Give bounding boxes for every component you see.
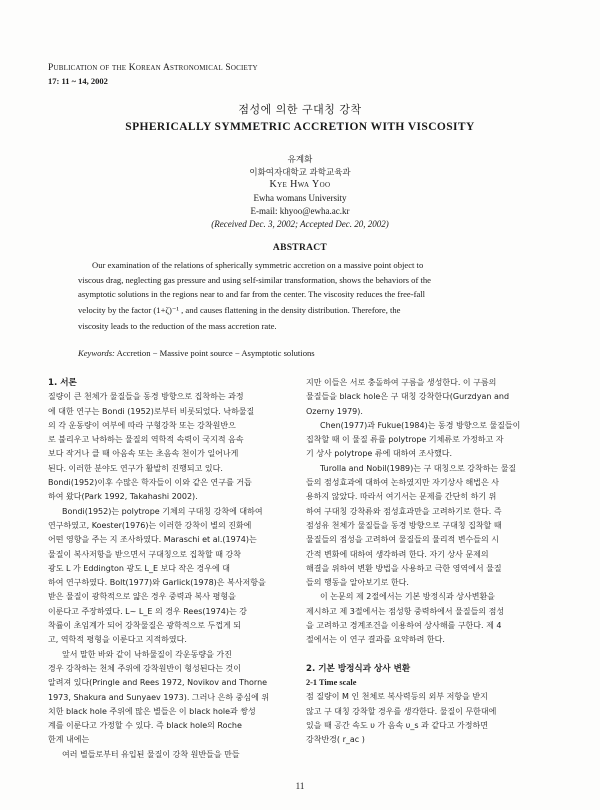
body-line: 물질들의 점성을 고려하여 물질들의 물리적 변수들의 시 — [306, 535, 499, 545]
body-line: 들의 행동을 알아보기로 한다. — [306, 578, 409, 588]
abstract-line: viscosity leads to the reduction of the mass accretion rate. — [78, 320, 277, 331]
body-line: 고, 역학적 평형을 이룬다고 지적하였다. — [48, 635, 187, 645]
body-line: 질량이 큰 천체가 물질들을 동경 방향으로 집착하는 과정 — [48, 392, 244, 402]
journal-name: Publication of the Korean Astronomical Society — [48, 63, 258, 73]
body-line: 앞서 말한 바와 같이 낙하물질이 각운동량을 가진 — [62, 649, 232, 659]
abstract-line: asymptotic solutions in the regions near to and far from the center. The viscosity reduces the free-fall — [78, 289, 426, 299]
abstract-line: viscous drag, neglecting gas pressure and using self-similar transformation, shows the behaviors of the — [78, 274, 431, 285]
body-line: 이 논문의 제 2절에서는 기본 방정식과 상사변환을 — [320, 592, 495, 602]
section-gap — [306, 648, 552, 662]
body-line: 어떤 영향을 주는 지 조사하였다. Maraschi et al.(1974)는 — [48, 535, 257, 545]
page-number: 11 — [295, 781, 305, 791]
body-line: 절에서는 이 연구 결과를 요약하려 한다. — [306, 635, 445, 645]
body-line: 경우 강착하는 천체 주위에 강착원반이 형성된다는 것이 — [48, 663, 241, 673]
body-line: 하여 왔다(Park 1992, Takahashi 2002). — [48, 492, 198, 502]
abstract-line: velocity by the factor (1+ζ)⁻¹ , and causes flattening in the density distribution. Therefore, the — [78, 304, 401, 315]
body-line: Bondi(1952)는 polytrope 기체의 구대칭 강착에 대하여 — [62, 506, 263, 516]
affiliation-english: Ewha womans University — [253, 193, 347, 203]
body-line: 물질이 복사저항을 받으면서 구대칭으로 집착할 때 강착 — [48, 549, 241, 559]
body-line: 않고 구 대칭 강착할 경우를 생각한다. 물질이 무한대에 — [306, 706, 497, 716]
body-line: 집착할 때 이 물질 류를 polytrope 기체류로 가정하고 자 — [306, 435, 504, 445]
body-line: 여러 별들로부터 유입된 물질이 강착 원반들을 만들 — [62, 749, 240, 759]
abstract-line: Our examination of the relations of spherically symmetric accretion on a massive point object to — [92, 260, 424, 270]
body-line: 제시하고 제 3절에서는 점성항 중력하에서 물질들의 점성 — [306, 606, 505, 616]
body-line: 들의 점성효과에 대하여 논하였지만 자기상사 해법은 사 — [306, 478, 499, 488]
body-line: 착률이 초임계가 되어 강착물질은 광학적으로 두껍게 되 — [48, 621, 241, 631]
body-line: 있을 때 공간 속도 υ 가 음속 υ_s 과 같다고 가정하면 — [306, 720, 488, 730]
body-line: 점성유 천체가 물질들을 동경 방향으로 구대칭 집착할 때 — [306, 520, 502, 530]
body-line: 의 각 운동량이 여부에 따라 구형강착 또는 강착원반으 — [48, 420, 236, 430]
body-line: 로 불리우고 낙하하는 물질의 역학적 속력이 국지적 음속 — [48, 435, 244, 445]
keywords-list: Accretion − Massive point source − Asymptotic solutions — [116, 348, 315, 358]
body-line: 받은 물질이 광학적으로 얇은 경우 중력과 복사 평형을 — [48, 592, 236, 602]
body-line: 에 대한 연구는 Bondi (1952)로부터 비롯되었다. 낙하물질 — [48, 406, 255, 416]
body-line: 용하지 않았다. 따라서 여기서는 문제를 간단히 하기 위 — [306, 492, 497, 502]
body-line: 지만 이들은 서로 충돌하여 구름을 생성한다. 이 구름의 — [306, 378, 497, 387]
body-line: 계를 이룬다고 가정할 수 있다. 즉 black hole의 Roche — [48, 721, 242, 731]
keywords-label: Keywords: — [78, 348, 115, 358]
body-line: 해결을 위하여 변환 방법을 사용하고 극한 영역에서 물질 — [306, 563, 502, 573]
body-line: 알려져 있다(Pringle and Rees 1972, Novikov and Thorne — [48, 678, 268, 688]
title-korean: 점성에 의한 구대칭 강착 — [238, 103, 362, 116]
section-1-heading: 1. 서론 — [48, 378, 77, 388]
author-korean: 유계화 — [287, 155, 313, 165]
body-line: Chen(1977)과 Fukue(1984)는 동경 방향으로 물질들이 — [320, 420, 521, 430]
journal-issue: 17: 11 ~ 14, 2002 — [48, 76, 108, 86]
body-line: 물질들을 black hole은 구 대칭 강착한다(Gurzdyan and — [306, 392, 510, 402]
subsection-2-1-heading: 2-1 Time scale — [306, 677, 357, 687]
body-line: 치한 black hole 주위에 많은 별들은 이 black hole과 쌍성 — [48, 706, 256, 716]
body-line: 하여 구대칭 강착류와 점성효과만을 고려하기로 한다. 즉 — [306, 506, 502, 516]
title-english: SPHERICALLY SYMMETRIC ACCRETION WITH VISCOSITY — [125, 121, 475, 133]
section-2-heading: 2. 기본 방정식과 상사 변환 — [306, 663, 411, 674]
body-line: 광도 L 가 Eddington 광도 L_E 보다 작은 경우에 대 — [48, 563, 231, 573]
right-column — [306, 376, 552, 747]
body-line: 강착반경( r_ac ) — [306, 735, 365, 745]
body-line: Turolla and Nobil(1989)는 구 대칭으로 강착하는 물질 — [320, 463, 517, 473]
affiliation-korean: 이화여자대학교 과학교육과 — [249, 168, 351, 178]
body-line: 기 상사 polytrope 류에 대하여 조사했다. — [306, 449, 453, 459]
received-dates: (Received Dec. 3, 2002; Accepted Dec. 20, 2002) — [211, 219, 389, 229]
keywords — [78, 348, 524, 358]
body-line: 1973, Shakura and Sunyaev 1973). 그러나 은하 중심에 위 — [48, 692, 270, 702]
left-column — [48, 376, 293, 762]
abstract-body — [78, 258, 524, 333]
body-line: 을 고려하고 경계조건을 이용하여 상사해를 구한다. 제 4 — [306, 621, 502, 631]
body-line: 한계 내에는 — [48, 735, 90, 745]
body-line: 된다. 이러한 분야도 연구가 활발히 진행되고 있다. — [48, 463, 223, 473]
abstract-heading: ABSTRACT — [272, 243, 328, 253]
body-line: 이룬다고 주장하였다. L~ L_E 의 경우 Rees(1974)는 강 — [48, 606, 248, 616]
body-line: 간적 변화에 대하여 생각하려 한다. 자기 상사 문제의 — [306, 549, 489, 559]
body-line: Ozerny 1979). — [306, 406, 363, 416]
body-line: 연구하였고, Koester(1976)는 이러한 강착이 별의 진화에 — [48, 520, 252, 530]
body-line: 하여 연구하였다. Bolt(1977)와 Garlick(1978)은 복사저항을 — [48, 578, 266, 588]
author-english: Kye Hwa Yoo — [269, 179, 331, 190]
author-email: E-mail: khyoo@ewha.ac.kr — [250, 206, 350, 216]
body-line: 보다 작거나 클 때 아음속 또는 초음속 천이가 일어나게 — [48, 449, 239, 459]
body-line: Bondi(1952)이후 수많은 학자들이 이와 같은 연구를 거듭 — [48, 478, 252, 488]
body-line: 점 질량이 M 인 천체로 복사력등의 외부 저항을 받지 — [306, 692, 488, 702]
